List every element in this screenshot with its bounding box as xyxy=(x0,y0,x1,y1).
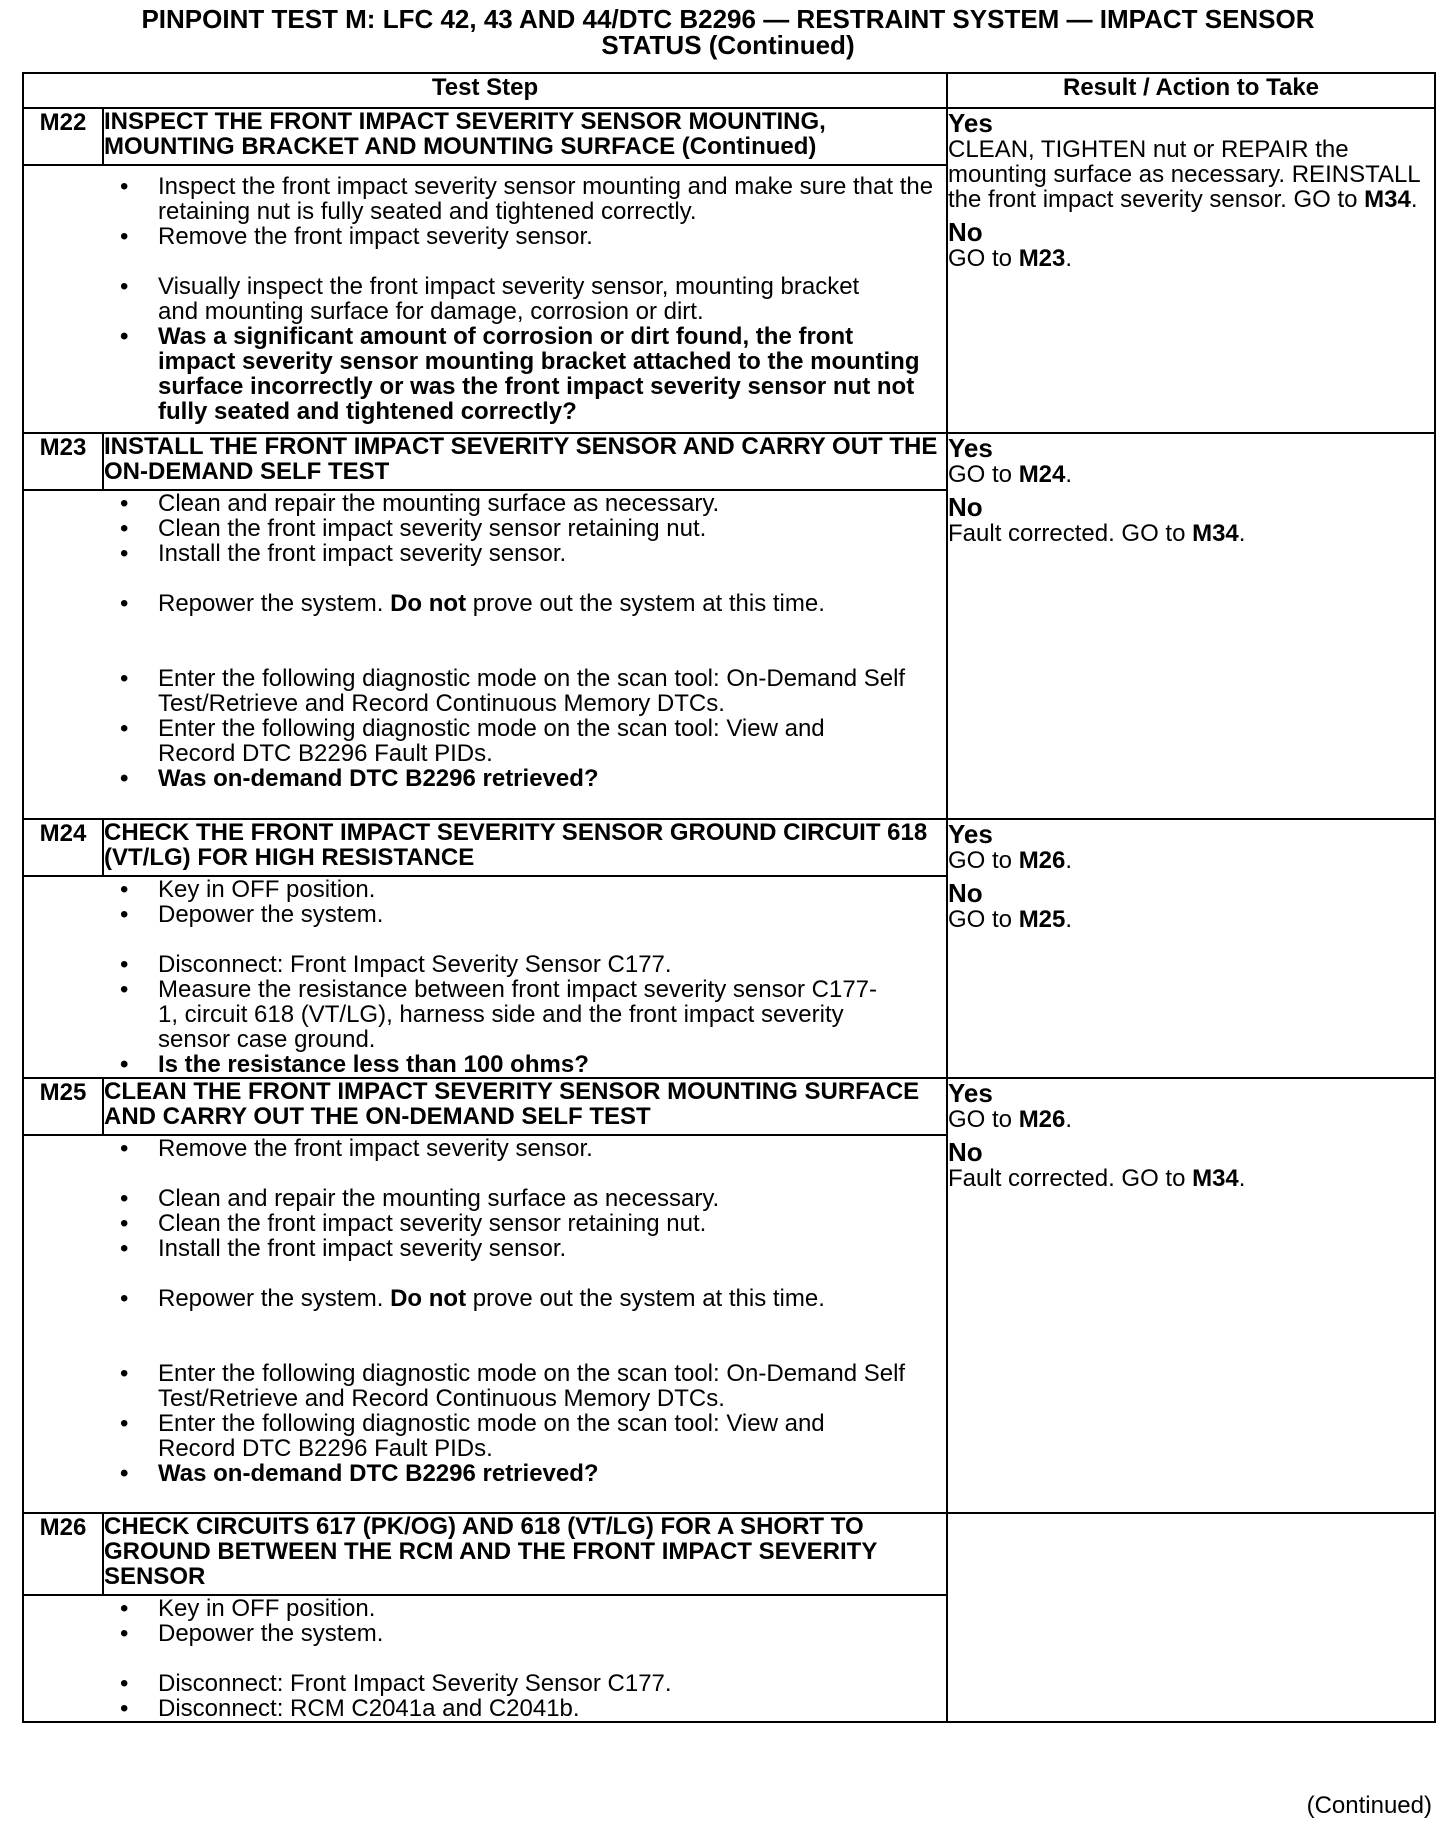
list-item: • Depower the system. xyxy=(24,902,946,927)
step-heading: INSTALL THE FRONT IMPACT SEVERITY SENSOR AND CARRY OUT THE ON-DEMAND SELF TEST xyxy=(103,433,947,490)
no-label: No xyxy=(948,217,983,247)
header-test-step: Test Step xyxy=(23,73,947,108)
list-item: • Disconnect: RCM C2041a and C2041b. xyxy=(24,1696,946,1721)
step-id: M22 xyxy=(23,108,103,165)
result-cell-m24 xyxy=(947,819,1435,1078)
step-heading-row-m26 xyxy=(23,1513,1435,1595)
no-label: No xyxy=(948,878,983,908)
step-id: M24 xyxy=(23,819,103,876)
step-heading: CLEAN THE FRONT IMPACT SEVERITY SENSOR MOUNTING SURFACE AND CARRY OUT THE ON-DEMAND SELF TEST xyxy=(103,1078,947,1135)
step-body xyxy=(23,1135,947,1513)
no-action: Fault corrected. GO to M34. xyxy=(948,1165,1246,1192)
list-item: • Was on-demand DTC B2296 retrieved? xyxy=(24,766,946,791)
list-item: • Key in OFF position. xyxy=(24,877,946,902)
step-id: M23 xyxy=(23,433,103,490)
page-title xyxy=(0,6,1456,58)
yes-action: GO to M26. xyxy=(948,847,1073,874)
step-heading-row-m22 xyxy=(23,108,1435,165)
step-heading: CHECK THE FRONT IMPACT SEVERITY SENSOR GROUND CIRCUIT 618 (VT/LG) FOR HIGH RESISTANCE xyxy=(103,819,947,876)
yes-label: Yes xyxy=(948,108,993,138)
list-item: • Repower the system. Do not prove out the system at this time. xyxy=(24,1286,946,1311)
yes-label: Yes xyxy=(948,433,993,463)
continued-label: (Continued) xyxy=(1306,1792,1432,1819)
result-cell-m23 xyxy=(947,433,1435,819)
title-line-1: PINPOINT TEST M: LFC 42, 43 AND 44/DTC B2296 — RESTRAINT SYSTEM — IMPACT SENSOR xyxy=(141,4,1315,34)
pinpoint-test-table xyxy=(22,72,1436,1723)
no-action: Fault corrected. GO to M34. xyxy=(948,520,1246,547)
list-item: • Depower the system. xyxy=(24,1621,946,1646)
list-item: • Visually inspect the front impact severity sensor, mounting bracket and mounting surface for damage, corrosion or dirt. xyxy=(24,274,946,324)
step-heading-row-m25 xyxy=(23,1078,1435,1135)
step-body xyxy=(23,876,947,1078)
list-item: • Enter the following diagnostic mode on the scan tool: On-Demand Self Test/Retrieve and Record Continuous Memory DTCs. xyxy=(24,666,946,716)
yes-action: CLEAN, TIGHTEN nut or REPAIR the mounting surface as necessary. REINSTALL the front impact severity sensor. GO to M34. xyxy=(948,136,1420,213)
list-item: • Was a significant amount of corrosion or dirt found, the front impact severity sensor mounting bracket attached to the mounting surface incorrectly or was the front impact severity sensor nut not fully seated and tightened correctly? xyxy=(24,324,946,424)
yes-action: GO to M26. xyxy=(948,1106,1073,1133)
list-item: • Disconnect: Front Impact Severity Sensor C177. xyxy=(24,952,946,977)
step-body xyxy=(23,490,947,819)
list-item: • Clean the front impact severity sensor retaining nut. xyxy=(24,1211,946,1236)
yes-label: Yes xyxy=(948,819,993,849)
list-item: • Was on-demand DTC B2296 retrieved? xyxy=(24,1461,946,1486)
list-item: • Remove the front impact severity sensor. xyxy=(24,1136,946,1161)
list-item: • Repower the system. Do not prove out the system at this time. xyxy=(24,591,946,616)
result-cell-m25 xyxy=(947,1078,1435,1513)
step-heading: CHECK CIRCUITS 617 (PK/OG) AND 618 (VT/LG) FOR A SHORT TO GROUND BETWEEN THE RCM AND THE FRONT IMPACT SEVERITY SENSOR xyxy=(103,1513,947,1595)
header-result: Result / Action to Take xyxy=(947,73,1435,108)
no-label: No xyxy=(948,1137,983,1167)
title-line-2: STATUS (Continued) xyxy=(601,30,855,60)
step-heading: INSPECT THE FRONT IMPACT SEVERITY SENSOR MOUNTING, MOUNTING BRACKET AND MOUNTING SURFACE (Continued) xyxy=(103,108,947,165)
list-item: • Disconnect: Front Impact Severity Sensor C177. xyxy=(24,1671,946,1696)
list-item: • Enter the following diagnostic mode on the scan tool: View and Record DTC B2296 Fault PIDs. xyxy=(24,1411,946,1461)
list-item: • Inspect the front impact severity sensor mounting and make sure that the retaining nut is fully seated and tightened correctly. xyxy=(24,174,946,224)
step-heading-row-m23 xyxy=(23,433,1435,490)
list-item: • Measure the resistance between front impact severity sensor C177-1, circuit 618 (VT/LG), harness side and the front impact severity sensor case ground. xyxy=(24,977,946,1052)
list-item: • Key in OFF position. xyxy=(24,1596,946,1621)
step-body xyxy=(23,165,947,433)
table-header-row xyxy=(23,73,1435,108)
yes-action: GO to M24. xyxy=(948,461,1073,488)
list-item: • Clean and repair the mounting surface as necessary. xyxy=(24,1186,946,1211)
list-item: • Install the front impact severity sensor. xyxy=(24,1236,946,1261)
no-action: GO to M23. xyxy=(948,245,1073,272)
no-label: No xyxy=(948,492,983,522)
list-item: • Enter the following diagnostic mode on the scan tool: View and Record DTC B2296 Fault PIDs. xyxy=(24,716,946,766)
yes-label: Yes xyxy=(948,1078,993,1108)
step-id: M26 xyxy=(23,1513,103,1595)
list-item: • Is the resistance less than 100 ohms? xyxy=(24,1052,946,1077)
list-item: • Install the front impact severity sensor. xyxy=(24,541,946,566)
step-id: M25 xyxy=(23,1078,103,1135)
no-action: GO to M25. xyxy=(948,906,1073,933)
list-item: • Remove the front impact severity sensor. xyxy=(24,224,946,249)
result-cell-m26 xyxy=(947,1513,1435,1722)
list-item: • Enter the following diagnostic mode on the scan tool: On-Demand Self Test/Retrieve and Record Continuous Memory DTCs. xyxy=(24,1361,946,1411)
step-heading-row-m24 xyxy=(23,819,1435,876)
step-body xyxy=(23,1595,947,1722)
list-item: • Clean the front impact severity sensor retaining nut. xyxy=(24,516,946,541)
result-cell-m22 xyxy=(947,108,1435,433)
list-item: • Clean and repair the mounting surface as necessary. xyxy=(24,491,946,516)
